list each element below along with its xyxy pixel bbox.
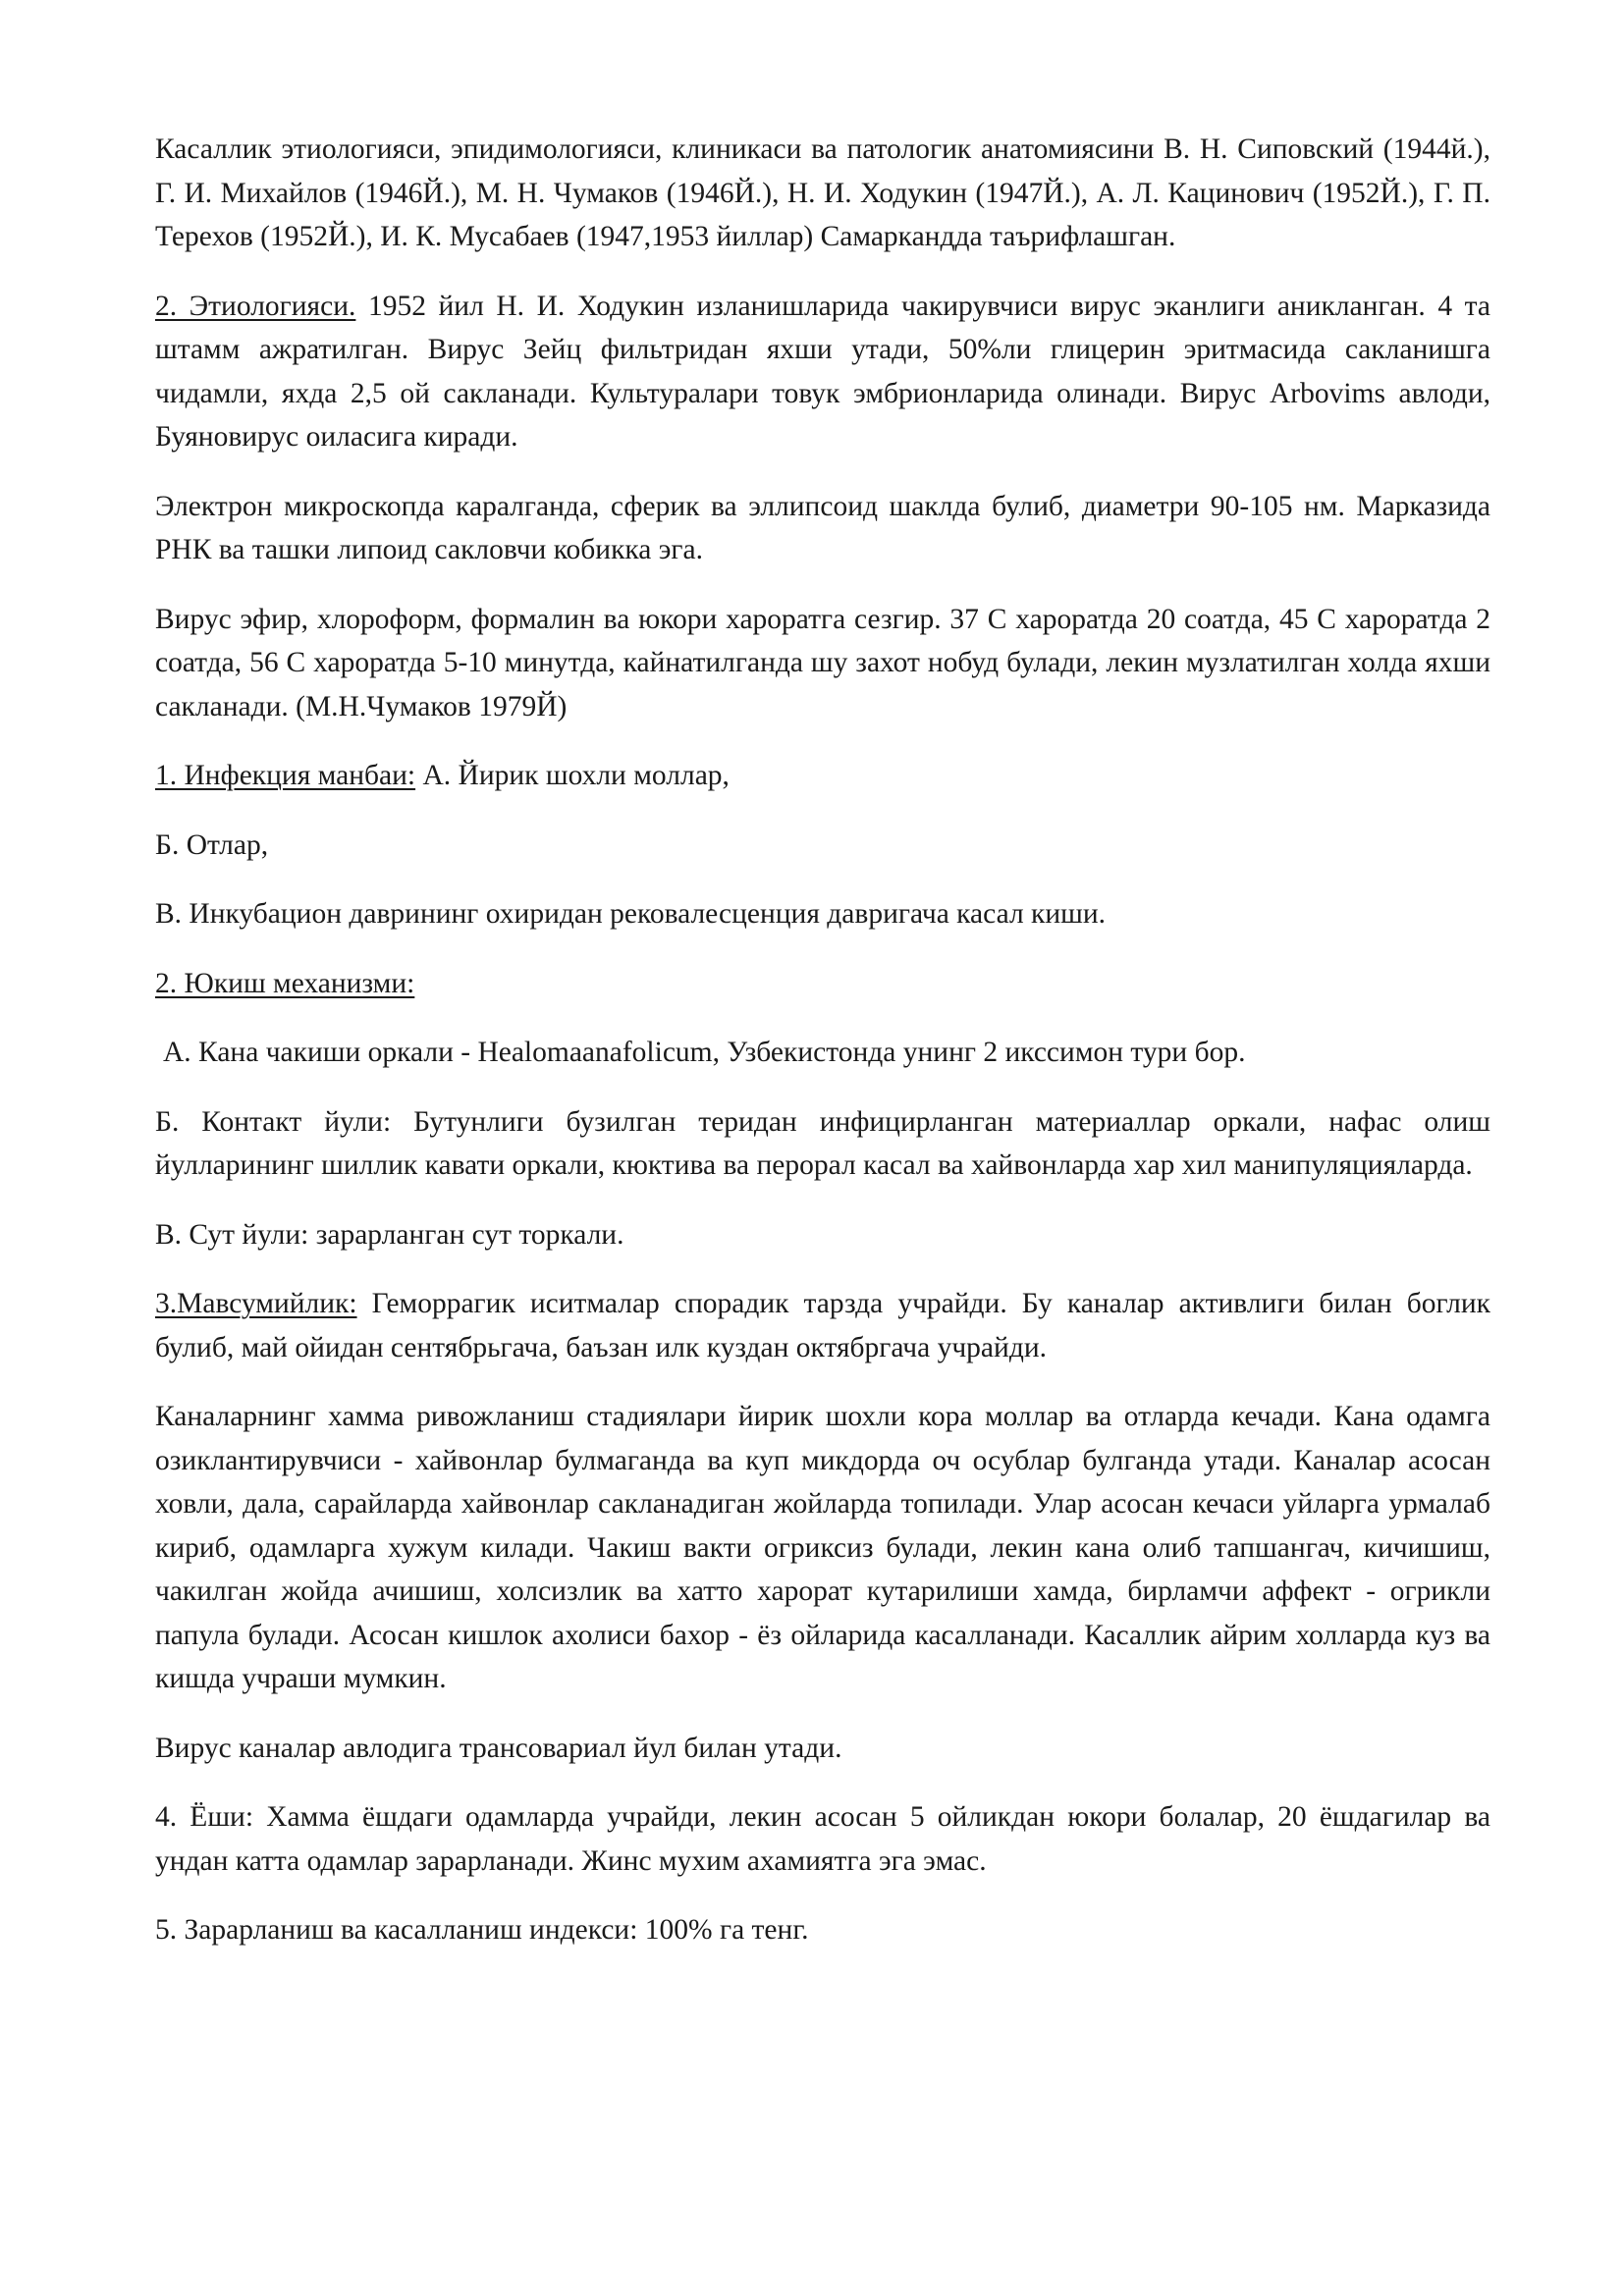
etiology-text: 1952 йил Н. И. Ходукин изланишларида чакирувчиси вирус эканлиги аникланган. 4 та штамм ажратилган. Вирус Зейц фильтридан яхши утади, 50%ли глицерин эритмасида сакланишга чидамли, яхда 2,5 ой сакланади. Культуралари товук эмбрионларида олинади. Вирус Arbovims авлоди, Буяновирус оиласига киради. — [155, 290, 1490, 453]
transovarial-paragraph: Вирус каналар авлодига трансовариал йул билан утади. — [155, 1732, 842, 1764]
infection-source-text: А. Йирик шохли моллар, — [415, 760, 730, 791]
seasonality-paragraph — [155, 1282, 1490, 1369]
virus-sensitivity-paragraph: Вирус эфир, хлороформ, формалин ва юкори хароратга сезгир. 37 С хароратда 20 соатда, 45 С хароратда 2 соатда, 56 С хароратда 5-10 минутда, кайнатилганда шу захот нобуд булади, лекин музлатилган холда яхши сакланади. (М.Н.Чумаков 1979Й) — [155, 603, 1490, 722]
transmission-item-tick: А. Кана чакиши оркали - Healomaanafolicum, Узбекистонда унинг 2 икссимон тури бор. — [163, 1037, 1246, 1068]
etiology-paragraph — [155, 285, 1490, 459]
infection-source-paragraph — [155, 754, 1490, 798]
source-item-horses: Б. Отлар, — [155, 828, 269, 861]
tick-development-paragraph: Каналарнинг хамма ривожланиш стадиялари йирик шохли кора моллар ва отларда кечади. Кана одамга озиклантирувчиси - хайвонлар булмаганда ва куп микдорда оч осублар булганда утади. Каналар асосан ховли, дала, сарайларда хайвонлар сакланадиган жойларда топилади. Улар асосан кечаси уйларга урмалаб кириб, одамларга хужум килади. Чакиш вакти огриксиз булади, лекин кана олиб тапшангач, кичишиш, чакилган жойда ачишиш, холсизлик ва хатто харорат кутарилиши хамда, бирламчи аффект - огрикли папула булади. Асосан кишлок ахолиси бахор - ёз ойларида касалланади. Касаллик айрим холларда куз ва кишда учраши мумкин. — [155, 1401, 1490, 1694]
source-item-patient: В. Инкубацион даврининг охиридан рековалесценция давригача касал киши. — [155, 898, 1107, 930]
intro-paragraph: Касаллик этиологияси, эпидимологияси, клиникаси ва патологик анатомиясини В. Н. Сиповский (1944й.), Г. И. Михайлов (1946Й.), М. Н. Чумаков (1946Й.), Н. И. Ходукин (1947Й.), А. Л. Кацинович (1952Й.), Г. П. Терехов (1952Й.), И. К. Мусабаев (1947,1953 йиллар) Самаркандда таърифлашган. — [155, 133, 1490, 252]
transmission-paragraph — [155, 962, 1490, 1006]
age-paragraph: 4. Ёши: Хамма ёшдаги одамларда учрайди, лекин асосан 5 ойликдан юкори болалар, 20 ёшдагилар ва ундан катта одамлар зарарланади. Жинс мухим ахамиятга эга эмас. — [155, 1801, 1490, 1877]
microscopy-paragraph: Электрон микроскопда каралганда, сферик ва эллипсоид шаклда булиб, диаметри 90-105 нм. Марказида РНК ва ташки липоид сакловчи кобикка эга. — [155, 490, 1490, 565]
seasonality-text: Геморрагик иситмалар спорадик тарзда учрайди. Бу каналар активлиги билан боглик булиб, май ойидан сентябрьгача, баъзан илк куздан октябргача учрайди. — [155, 1288, 1490, 1363]
infection-source-heading: 1. Инфекция манбаи: — [155, 760, 416, 791]
document-page — [155, 128, 1490, 1978]
seasonality-heading: 3.Мавсумийлик: — [155, 1288, 357, 1319]
transmission-item-milk: В. Сут йули: зарарланган сут торкали. — [155, 1218, 624, 1251]
transmission-heading: 2. Юкиш механизми: — [155, 967, 415, 999]
transmission-item-contact: Б. Контакт йули: Бутунлиги бузилган теридан инфицирланган материаллар оркали, нафас олиш йулларининг шиллик кавати оркали, кюктива ва перорал касал ва хайвонларда хар хил манипуляцияларда. — [155, 1105, 1490, 1181]
index-paragraph: 5. Зарарланиш ва касалланиш индекси: 100% га тенг. — [155, 1914, 809, 1946]
etiology-heading: 2. Этиологияси. — [155, 290, 356, 322]
